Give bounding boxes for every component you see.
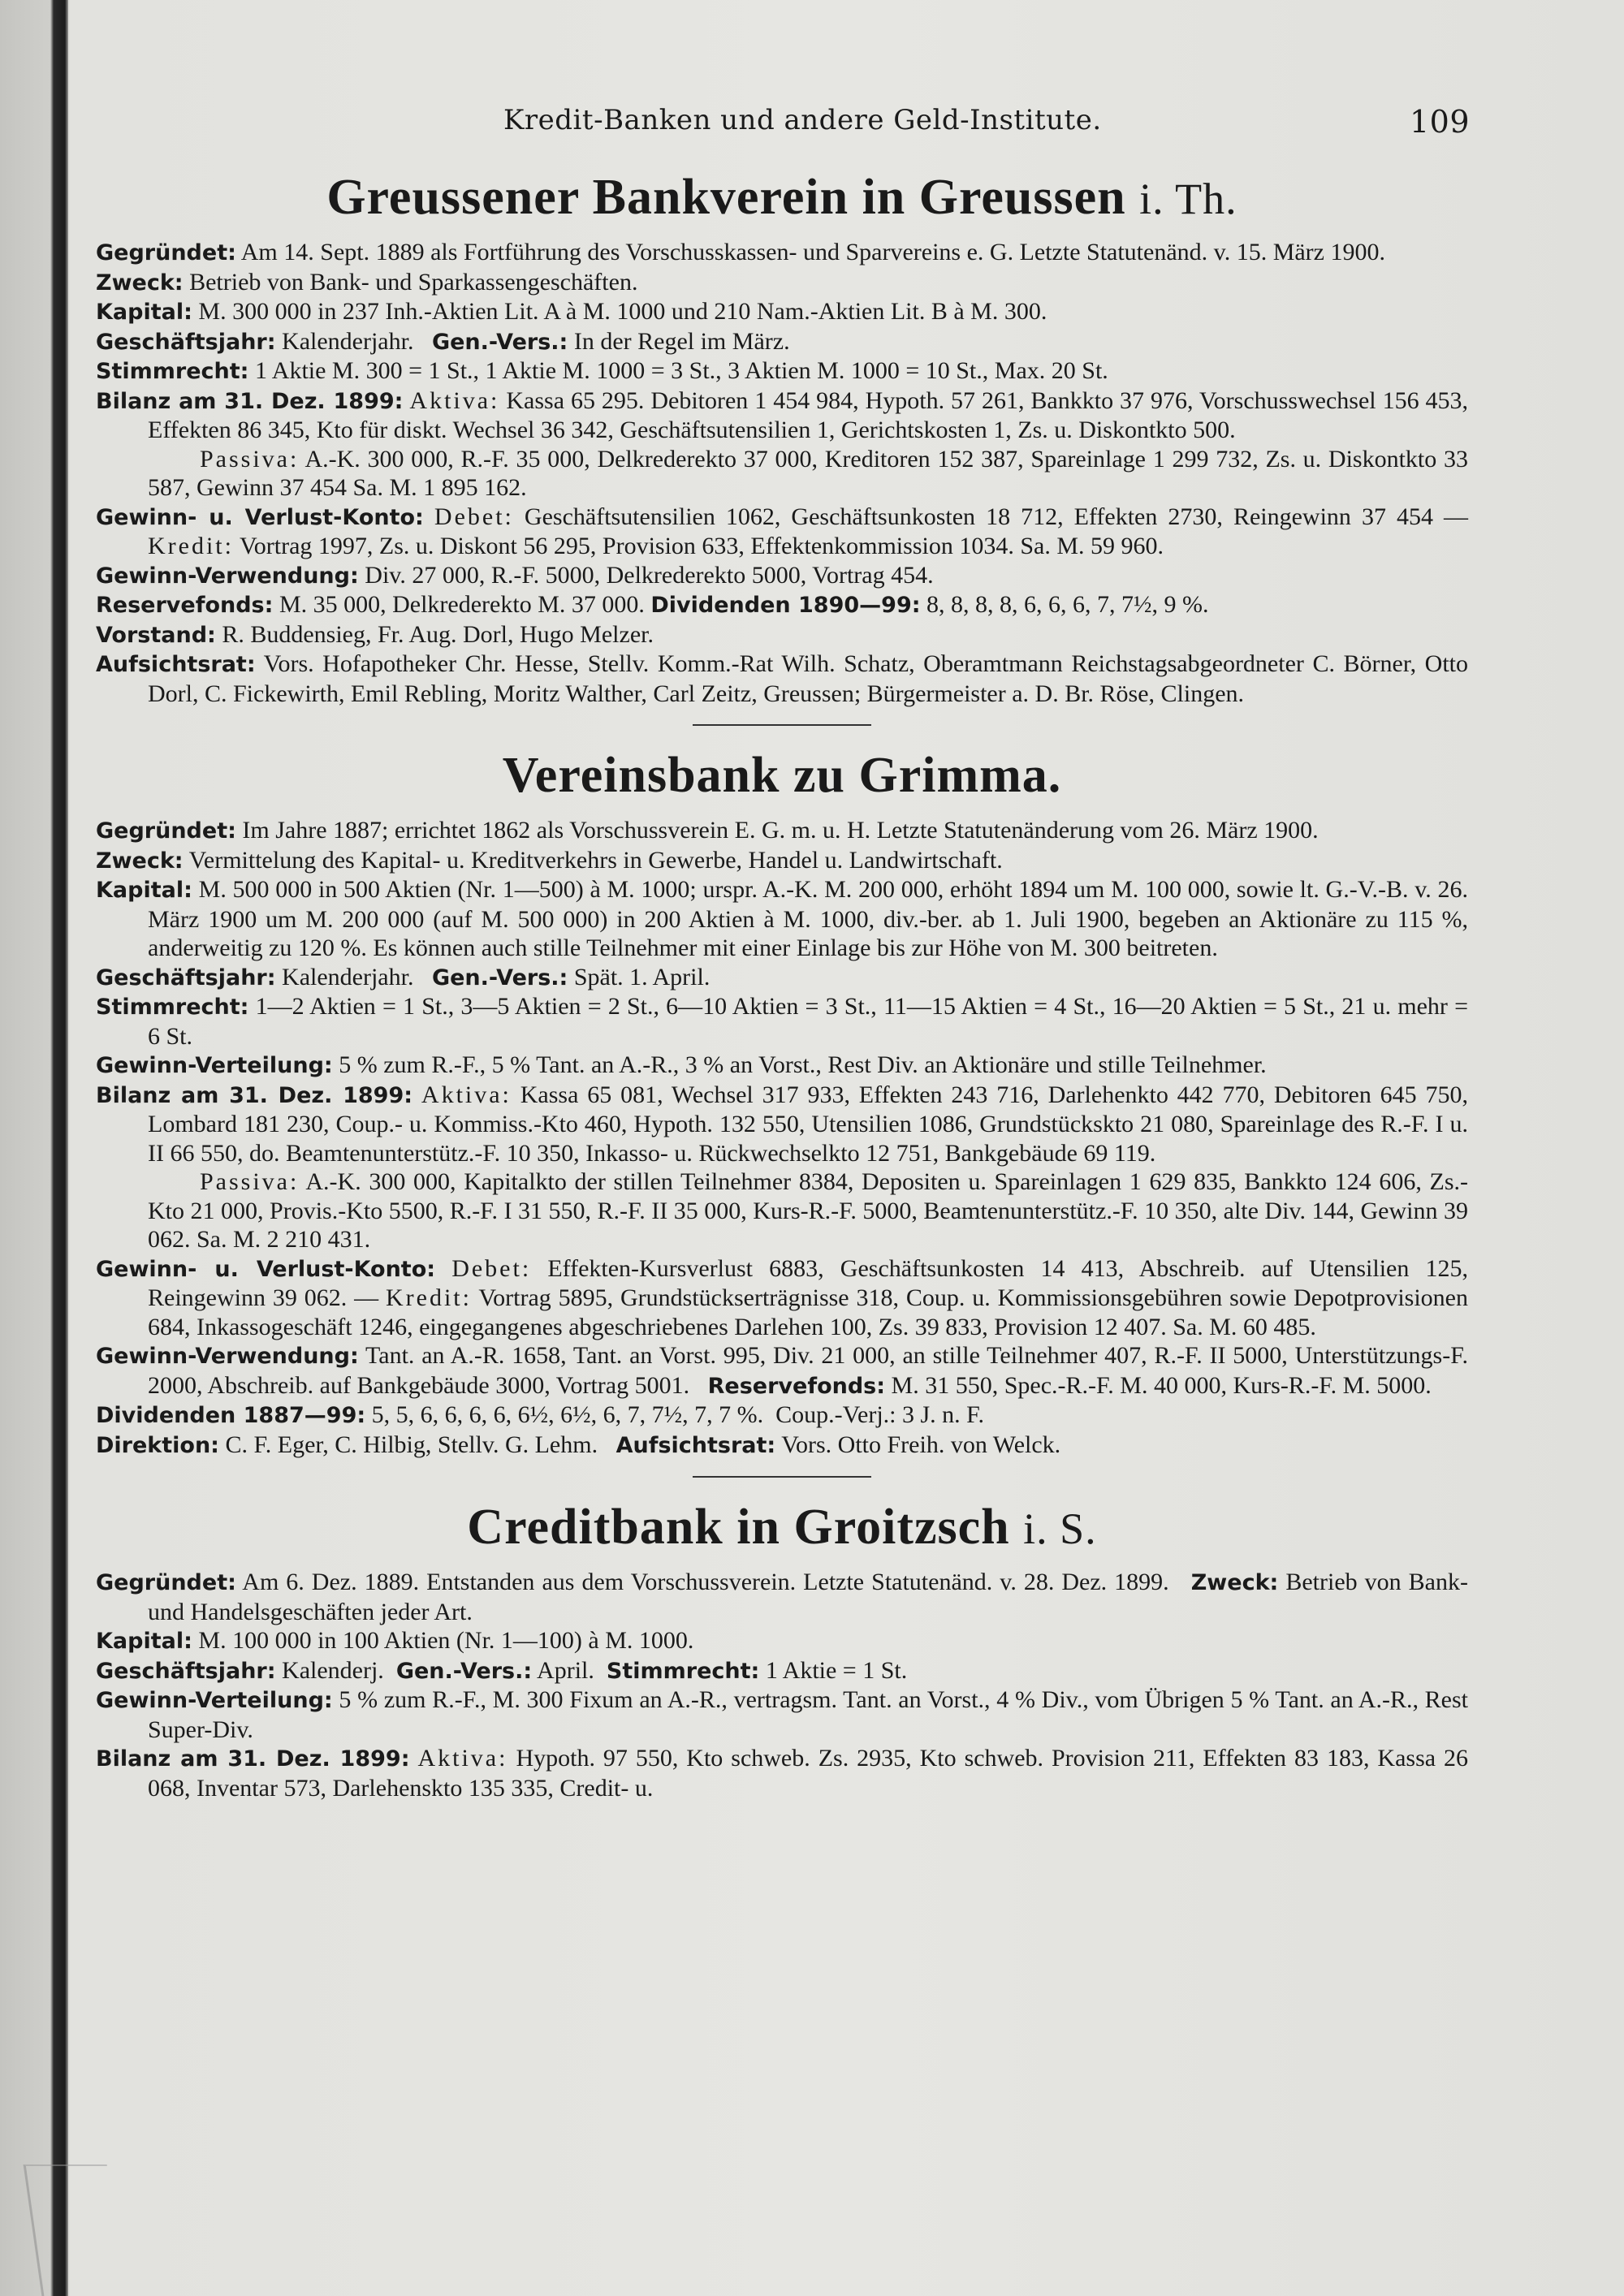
entry-stimmrecht: Stimmrecht: 1 Aktie M. 300 = 1 St., 1 Aktie M. 1000 = 3 St., 3 Aktien M. 1000 = 10 St., Max. 20 St. xyxy=(96,357,1108,384)
running-title: Kredit-Banken und andere Geld-Institute. xyxy=(503,104,1102,136)
page-header xyxy=(503,104,1470,140)
entry-gewinn-verteilung: Gewinn-Verteilung: 5 % zum R.-F., M. 300 Fixum an A.-R., vertragsm. Tant. an Vorst., 4 % Div., vom Übrigen 5 % Tant. an A.-R., Rest Super-Div. xyxy=(96,1686,1468,1743)
section-divider xyxy=(693,724,871,726)
entry-geschaeftsjahr: Geschäftsjahr: Kalenderj. Gen.-Vers.: April. Stimmrecht: 1 Aktie = 1 St. xyxy=(96,1656,908,1684)
entry-kapital: Kapital: M. 300 000 in 237 Inh.-Aktien Lit. A à M. 1000 und 210 Nam.-Aktien Lit. B à M. 300. xyxy=(96,298,1047,325)
entry-reservefonds: Reservefonds: M. 35 000, Delkrederekto M. 37 000. Dividenden 1890—99: 8, 8, 8, 8, 6, 6, 6, 7, 7½, 9 %. xyxy=(96,591,1209,618)
entry-gegruendet: Gegründet: Am 14. Sept. 1889 als Fortführung des Vorschusskassen- und Sparvereins e. G. Letzte Statutenänd. v. 15. März 1900. xyxy=(96,239,1385,265)
page-number: 109 xyxy=(1409,104,1470,140)
entry-direktion: Direktion: C. F. Eger, C. Hilbig, Stellv. G. Lehm. Aufsichtsrat: Vors. Otto Freih. von Welck. xyxy=(96,1431,1061,1458)
entry-dividenden: Dividenden 1887—99: 5, 5, 6, 6, 6, 6, 6½, 6½, 6, 7, 7½, 7, 7 %. Coup.-Verj.: 3 J. n. F. xyxy=(96,1401,984,1428)
entry-zweck: Zweck: Betrieb von Bank- und Sparkassengeschäften. xyxy=(96,268,638,296)
entry-geschaeftsjahr: Geschäftsjahr: Kalenderjahr. Gen.-Vers.: In der Regel im März. xyxy=(96,327,790,355)
entry-bilanz: Bilanz am 31. Dez. 1899: Aktiva: Kassa 65 295. Debitoren 1 454 984, Hypoth. 57 261, Bankkto 37 976, Vorschusswechsel 156 453, Effekten 86 345, Kto für diskt. Wechsel 36 342, Geschäftsutensilien 1, Gerichtskosten 1, Zs. u. Diskontkto 500. xyxy=(96,386,1469,443)
entry-bilanz: Bilanz am 31. Dez. 1899: Aktiva: Hypoth. 97 550, Kto schweb. Zs. 2935, Kto schweb. Provision 211, Effekten 83 183, Kassa 26 068, Inventar 573, Darlehenskto 135 335, Credit- u. xyxy=(96,1745,1469,1802)
entry-kapital: Kapital: M. 500 000 in 500 Aktien (Nr. 1—500) à M. 1000; urspr. A.-K. M. 200 000, erhöht 1894 um M. 100 000, sowie lt. G.-V.-B. v. 26. März 1900 um M. 200 000 (auf M. 500 000) in 200 Aktien à M. 1000, div.-ber. ab 1. Juli 1900, begeben an Aktionäre zu 115 %, anderweitig zu 120 %. Es können auch stille Teilnehmer mit einer Einlage bis zur Höhe von M. 300 beitreten. xyxy=(96,876,1469,961)
section-title: Greussener Bankverein in Greussen i. Th. xyxy=(326,170,1237,225)
section-greussener-bankverein xyxy=(96,169,1468,1802)
entry-aufsichtsrat: Aufsichtsrat: Vors. Hofapotheker Chr. Hesse, Stellv. Komm.-Rat Wilh. Schatz, Oberamtmann Reichstagsabgeordneter C. Börner, Otto Dorl, C. Fickewirth, Emil Rebling, Moritz Walther, Carl Zeitz, Greussen; Bürgermeister a. D. Br. Röse, Clingen. xyxy=(96,650,1468,707)
entry-passiva: Passiva: A.-K. 300 000, Kapitalkto der stillen Teilnehmer 8384, Depositen u. Spareinlagen 1 629 835, Bankkto 124 606, Zs.-Kto 21 000, Provis.-Kto 5500, R.-F. I 31 550, R.-F. II 35 000, Kurs-R.-F. 5000, Beamtenunterstütz.-F. 10 350, alte Div. 144, Gewinn 39 062. Sa. M. 2 210 431. xyxy=(148,1168,1468,1253)
entry-gewinn-verwendung: Gewinn-Verwendung: Tant. an A.-R. 1658, Tant. an Vorst. 995, Div. 21 000, an stille Teilnehmer 407, R.-F. II 5000, Unterstützungs-F. 2000, Abschreib. auf Bankgebäude 3000, Vortrag 5001. Reservefonds: M. 31 550, Spec.-R.-F. M. 40 000, Kurs-R.-F. M. 5000. xyxy=(96,1342,1468,1399)
entry-zweck: Zweck: Vermittelung des Kapital- u. Kreditverkehrs in Gewerbe, Handel u. Landwirtschaft. xyxy=(96,846,1003,874)
entry-gegruendet: Gegründet: Im Jahre 1887; errichtet 1862 als Vorschussverein E. G. m. u. H. Letzte Statutenänderung vom 26. März 1900. xyxy=(96,817,1319,844)
book-spine xyxy=(0,0,68,2296)
section-title-vereinsbank-grimma: Vereinsbank zu Grimma. xyxy=(502,748,1062,803)
section-title-creditbank-groitzsch: Creditbank in Groitzsch i. S. xyxy=(467,1500,1097,1555)
entry-stimmrecht: Stimmrecht: 1—2 Aktien = 1 St., 3—5 Aktien = 2 St., 6—10 Aktien = 3 St., 11—15 Aktien = 4 St., 16—20 Aktien = 5 St., 21 u. mehr = 6 St. xyxy=(96,993,1468,1050)
entry-kapital: Kapital: M. 100 000 in 100 Aktien (Nr. 1—100) à M. 1000. xyxy=(96,1627,694,1654)
entry-gegruendet: Gegründet: Am 6. Dez. 1889. Entstanden aus dem Vorschussverein. Letzte Statutenänd. v. 28. Dez. 1899. Zweck: Betrieb von Bank- und Handelsgeschäften jeder Art. xyxy=(96,1569,1468,1625)
entry-gewinn-verlust: Gewinn- u. Verlust-Konto: Debet: Geschäftsutensilien 1062, Geschäftsunkosten 18 712, Effekten 2730, Reingewinn 37 454 — Kredit: Vortrag 1997, Zs. u. Diskont 56 295, Provision 633, Effektenkommission 1034. Sa. M. 59 960. xyxy=(96,503,1469,559)
entry-vorstand: Vorstand: R. Buddensieg, Fr. Aug. Dorl, Hugo Melzer. xyxy=(96,620,654,648)
entry-geschaeftsjahr: Geschäftsjahr: Kalenderjahr. Gen.-Vers.: Spät. 1. April. xyxy=(96,963,710,990)
entry-gewinn-verlust: Gewinn- u. Verlust-Konto: Debet: Effekten-Kursverlust 6883, Geschäftsunkosten 14 413, Abschreib. auf Utensilien 125, Reingewinn 39 062. — Kredit: Vortrag 5895, Grundstückserträgnisse 318, Coup. u. Kommissionsgebühren sowie Depotprovisionen 684, Inkassogeschäft 1246, eingegangenes abgeschriebenes Darlehen 100, Zs. 39 833, Provision 12 407. Sa. M. 60 485. xyxy=(96,1254,1468,1340)
entry-gewinn-verwendung: Gewinn-Verwendung: Div. 27 000, R.-F. 5000, Delkrederekto 5000, Vortrag 454. xyxy=(96,561,934,589)
entry-passiva: Passiva: A.-K. 300 000, R.-F. 35 000, Delkrederekto 37 000, Kreditoren 152 387, Spareinlage 1 299 732, Zs. u. Diskontkto 33 587, Gewinn 37 454 Sa. M. 1 895 162. xyxy=(148,445,1468,501)
entry-bilanz: Bilanz am 31. Dez. 1899: Aktiva: Kassa 65 081, Wechsel 317 933, Effekten 243 716, Darlehenkto 442 770, Debitoren 645 750, Lombard 181 230, Coup.- u. Kommiss.-Kto 460, Hypoth. 132 550, Utensilien 1086, Grundstückskto 21 080, Spareinlage des R.-F. I u. II 66 550, do. Beamtenunterstütz.-F. 10 350, Inkasso- u. Rückwechselkto 12 751, Bankgebäude 69 119. xyxy=(96,1081,1469,1167)
entry-gewinn-verteilung: Gewinn-Verteilung: 5 % zum R.-F., 5 % Tant. an A.-R., 3 % an Vorst., Rest Div. an Aktionäre und stille Teilnehmer. xyxy=(96,1051,1267,1078)
section-divider xyxy=(693,1476,871,1478)
